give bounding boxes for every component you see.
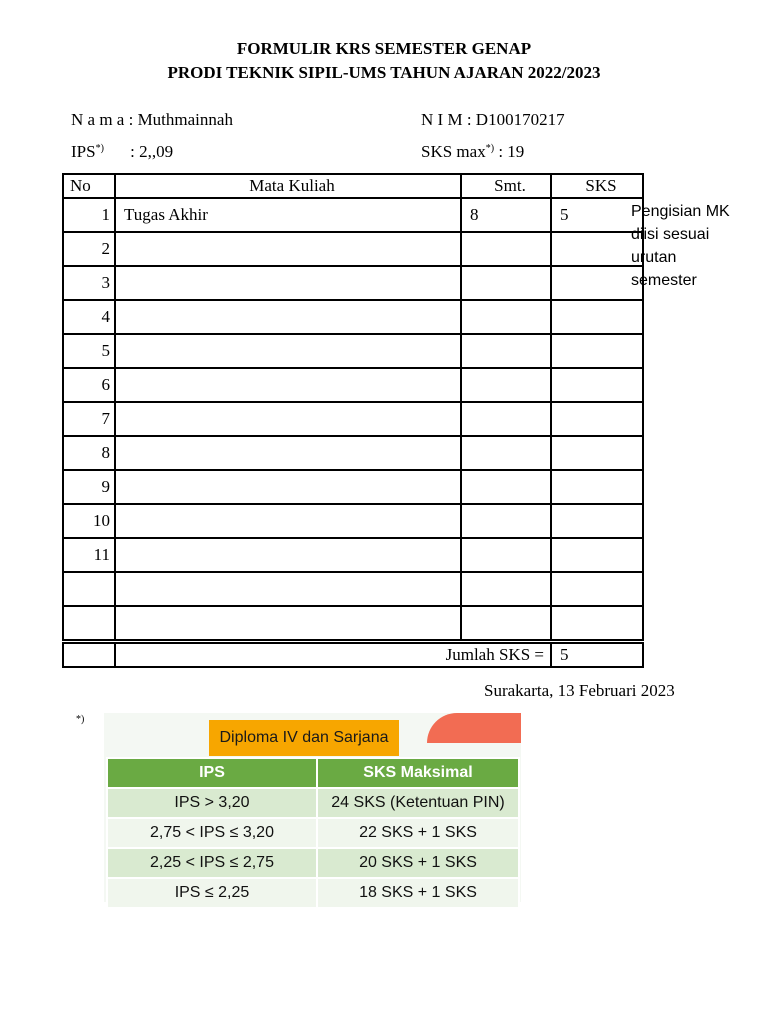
row-sks[interactable] xyxy=(551,572,643,606)
header-smt: Smt. xyxy=(461,174,551,198)
sks-max-value: : 19 xyxy=(498,142,525,161)
row-mata-kuliah[interactable]: Tugas Akhir xyxy=(115,198,461,232)
nim-label: N I M xyxy=(421,110,463,129)
row-mata-kuliah[interactable] xyxy=(115,538,461,572)
row-mata-kuliah[interactable] xyxy=(115,572,461,606)
side-note: Pengisian MK diisi sesuai urutan semester xyxy=(631,203,730,289)
reference-banner: Diploma IV dan Sarjana xyxy=(209,720,399,756)
row-sks[interactable] xyxy=(551,436,643,470)
row-no xyxy=(63,572,115,606)
table-row xyxy=(107,818,519,848)
krs-table xyxy=(62,173,644,668)
reference-sks: 20 SKS + 1 SKS xyxy=(317,848,519,878)
table-row xyxy=(63,470,643,504)
row-no: 11 xyxy=(63,538,115,572)
row-smt[interactable] xyxy=(461,334,551,368)
header-sks: SKS xyxy=(551,174,643,198)
row-mata-kuliah[interactable] xyxy=(115,232,461,266)
row-no: 2 xyxy=(63,232,115,266)
table-row xyxy=(63,198,643,232)
sks-reference-table xyxy=(106,757,520,909)
row-no: 1 xyxy=(63,198,115,232)
ips-label: IPS xyxy=(71,142,96,161)
table-row xyxy=(63,538,643,572)
sks-reference-image xyxy=(104,713,521,902)
sks-max-footnote-mark: *) xyxy=(485,143,495,154)
reference-header-ips: IPS xyxy=(107,758,317,788)
total-row xyxy=(63,642,643,668)
row-sks[interactable] xyxy=(551,606,643,642)
krs-header-row xyxy=(63,174,643,198)
table-row xyxy=(63,300,643,334)
header-no: No xyxy=(63,174,115,198)
date-line: Surakarta, 13 Februari 2023 xyxy=(484,681,675,700)
row-smt[interactable]: 8 xyxy=(461,198,551,232)
nim-value: : D100170217 xyxy=(466,110,565,129)
reference-header-row xyxy=(107,758,519,788)
name-value: : Muthmainnah xyxy=(128,110,233,129)
row-mata-kuliah[interactable] xyxy=(115,606,461,642)
table-row xyxy=(63,436,643,470)
row-sks[interactable] xyxy=(551,300,643,334)
row-no: 6 xyxy=(63,368,115,402)
row-mata-kuliah[interactable] xyxy=(115,368,461,402)
sks-max-row xyxy=(421,141,524,163)
total-spacer xyxy=(63,642,115,668)
row-sks[interactable] xyxy=(551,504,643,538)
row-smt[interactable] xyxy=(461,266,551,300)
row-smt[interactable] xyxy=(461,436,551,470)
reference-ips: IPS > 3,20 xyxy=(107,788,317,818)
row-smt[interactable] xyxy=(461,368,551,402)
reference-ips: 2,75 < IPS ≤ 3,20 xyxy=(107,818,317,848)
row-no: 3 xyxy=(63,266,115,300)
row-sks[interactable] xyxy=(551,232,643,266)
ips-footnote-mark: *) xyxy=(95,143,104,154)
row-mata-kuliah[interactable] xyxy=(115,504,461,538)
row-smt[interactable] xyxy=(461,606,551,642)
total-label: Jumlah SKS = xyxy=(115,642,551,668)
row-no: 5 xyxy=(63,334,115,368)
row-mata-kuliah[interactable] xyxy=(115,436,461,470)
row-sks[interactable] xyxy=(551,266,643,300)
reference-ips: 2,25 < IPS ≤ 2,75 xyxy=(107,848,317,878)
total-value: 5 xyxy=(551,642,643,668)
table-row xyxy=(63,402,643,436)
row-smt[interactable] xyxy=(461,572,551,606)
table-row xyxy=(63,232,643,266)
table-row xyxy=(63,368,643,402)
table-row xyxy=(107,788,519,818)
row-sks[interactable] xyxy=(551,368,643,402)
row-no xyxy=(63,606,115,642)
row-no: 8 xyxy=(63,436,115,470)
table-row xyxy=(63,266,643,300)
row-sks[interactable] xyxy=(551,538,643,572)
row-no: 9 xyxy=(63,470,115,504)
reference-sks: 18 SKS + 1 SKS xyxy=(317,878,519,908)
ips-row xyxy=(71,141,173,163)
header-mata-kuliah: Mata Kuliah xyxy=(115,174,461,198)
row-sks[interactable]: 5 xyxy=(551,198,643,232)
table-row xyxy=(63,334,643,368)
row-smt[interactable] xyxy=(461,470,551,504)
reference-ips: IPS ≤ 2,25 xyxy=(107,878,317,908)
footnote-mark: *) xyxy=(76,714,85,725)
name-row xyxy=(71,109,233,131)
row-sks[interactable] xyxy=(551,470,643,504)
row-no: 7 xyxy=(63,402,115,436)
row-mata-kuliah[interactable] xyxy=(115,266,461,300)
name-label: N a m a xyxy=(71,110,125,129)
row-no: 4 xyxy=(63,300,115,334)
ips-value: : 2,,09 xyxy=(130,142,174,161)
form-subtitle: PRODI TEKNIK SIPIL-UMS TAHUN AJARAN 2022/2023 xyxy=(167,63,601,82)
reference-sks: 22 SKS + 1 SKS xyxy=(317,818,519,848)
sks-max-label: SKS max xyxy=(421,142,486,161)
row-smt[interactable] xyxy=(461,232,551,266)
nim-row xyxy=(421,109,565,131)
row-no: 10 xyxy=(63,504,115,538)
form-title: FORMULIR KRS SEMESTER GENAP xyxy=(236,39,532,58)
row-mata-kuliah[interactable] xyxy=(115,300,461,334)
reference-header-sks: SKS Maksimal xyxy=(317,758,519,788)
table-row xyxy=(63,504,643,538)
table-row xyxy=(107,878,519,908)
row-sks[interactable] xyxy=(551,334,643,368)
row-smt[interactable] xyxy=(461,402,551,436)
row-mata-kuliah[interactable] xyxy=(115,470,461,504)
row-smt[interactable] xyxy=(461,538,551,572)
table-row xyxy=(63,572,643,606)
row-smt[interactable] xyxy=(461,504,551,538)
decorative-shape xyxy=(427,713,521,743)
row-mata-kuliah[interactable] xyxy=(115,402,461,436)
table-row xyxy=(107,848,519,878)
row-smt[interactable] xyxy=(461,300,551,334)
row-mata-kuliah[interactable] xyxy=(115,334,461,368)
table-row xyxy=(63,606,643,642)
reference-sks: 24 SKS (Ketentuan PIN) xyxy=(317,788,519,818)
row-sks[interactable] xyxy=(551,402,643,436)
